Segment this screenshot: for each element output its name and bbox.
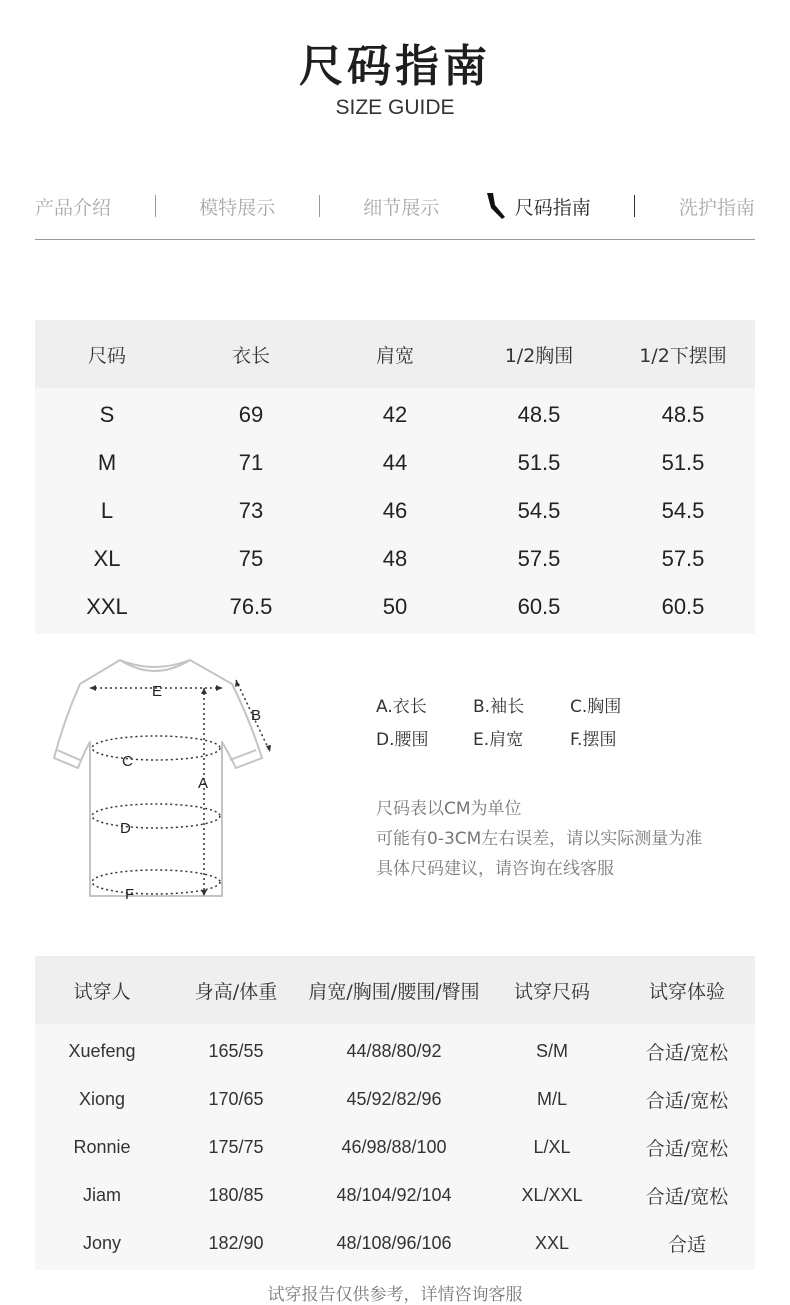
page-title: 尺码指南 xyxy=(299,41,491,92)
table-cell: 57.5 xyxy=(467,535,611,583)
note-line: 尺码表以CM为单位 xyxy=(376,799,522,819)
table-row xyxy=(35,388,755,439)
table-cell: 54.5 xyxy=(611,487,755,535)
trial-disclaimer: 试穿报告仅供参考，详情咨询客服 xyxy=(267,1285,523,1305)
nav-divider xyxy=(155,195,156,217)
nav-item-model-show[interactable] xyxy=(199,193,275,220)
trial-table xyxy=(35,956,755,1270)
legend-item: B.袖长 xyxy=(473,697,525,717)
table-cell: 71 xyxy=(179,439,323,487)
size-col-length: 衣长 xyxy=(179,320,323,388)
table-cell: 50 xyxy=(323,583,467,634)
table-cell: 48/108/96/106 xyxy=(303,1219,485,1270)
page-subtitle: SIZE GUIDE xyxy=(335,96,455,119)
nav-label: 洗护指南 xyxy=(678,196,755,219)
table-cell: 46/98/88/100 xyxy=(303,1123,485,1171)
legend-item: C.胸围 xyxy=(570,697,622,717)
nav-divider xyxy=(319,195,320,217)
table-cell: Xiong xyxy=(35,1075,169,1123)
table-cell: 51.5 xyxy=(467,439,611,487)
note-line: 具体尺码建议，请咨询在线客服 xyxy=(376,859,614,879)
table-cell: 合适/宽松 xyxy=(619,1024,755,1075)
legend-item: F.摆围 xyxy=(570,730,617,750)
label-b: B xyxy=(251,707,262,724)
section-nav xyxy=(35,186,755,226)
nav-item-product-intro[interactable] xyxy=(35,193,111,220)
table-row xyxy=(35,1123,755,1171)
label-a: A xyxy=(198,775,209,792)
trial-col-experience: 试穿体验 xyxy=(619,956,755,1024)
legend-item: D.腰围 xyxy=(376,730,429,750)
table-cell: S/M xyxy=(485,1024,619,1075)
table-cell: 75 xyxy=(179,535,323,583)
table-row xyxy=(35,487,755,535)
legend-item: E.肩宽 xyxy=(473,730,524,750)
trial-col-measurements: 肩宽/胸围/腰围/臀围 xyxy=(303,956,485,1024)
nav-divider xyxy=(634,195,635,217)
table-cell: Xuefeng xyxy=(35,1024,169,1075)
table-cell: 57.5 xyxy=(611,535,755,583)
table-row xyxy=(35,535,755,583)
table-cell: XXL xyxy=(485,1219,619,1270)
table-cell: 46 xyxy=(323,487,467,535)
nav-label: 模特展示 xyxy=(199,196,276,219)
nav-item-size-guide[interactable] xyxy=(483,191,591,221)
nav-divider-line xyxy=(35,239,755,240)
table-cell: 42 xyxy=(323,388,467,439)
trial-table-header xyxy=(35,956,755,1024)
note-line: 可能有0-3CM左右误差，请以实际测量为准 xyxy=(376,829,703,849)
measurement-arrowheads xyxy=(90,680,271,896)
table-cell: XL/XXL xyxy=(485,1171,619,1219)
label-d: D xyxy=(120,820,131,837)
nav-label: 细节展示 xyxy=(363,196,440,219)
table-cell: L/XL xyxy=(485,1123,619,1171)
size-col-size: 尺码 xyxy=(35,320,179,388)
trial-col-size: 试穿尺码 xyxy=(485,956,619,1024)
size-col-chest: 1/2胸围 xyxy=(467,320,611,388)
table-cell: 48.5 xyxy=(611,388,755,439)
table-row xyxy=(35,439,755,487)
table-cell: 44/88/80/92 xyxy=(303,1024,485,1075)
tshirt-measurement-diagram xyxy=(50,650,280,910)
size-col-shoulder: 肩宽 xyxy=(323,320,467,388)
table-row xyxy=(35,1024,755,1075)
size-table xyxy=(35,320,755,634)
table-cell: 182/90 xyxy=(169,1219,303,1270)
table-cell: 48 xyxy=(323,535,467,583)
table-row xyxy=(35,1075,755,1123)
nav-item-care-guide[interactable] xyxy=(679,193,755,220)
table-cell: XL xyxy=(35,535,179,583)
nav-item-detail-show[interactable] xyxy=(363,193,439,220)
table-cell: 45/92/82/96 xyxy=(303,1075,485,1123)
trial-col-height-weight: 身高/体重 xyxy=(169,956,303,1024)
table-cell: 51.5 xyxy=(611,439,755,487)
table-cell: 76.5 xyxy=(179,583,323,634)
legend-item: A.衣长 xyxy=(376,697,427,717)
label-e: E xyxy=(152,683,163,700)
size-table-header xyxy=(35,320,755,388)
table-cell: 合适/宽松 xyxy=(619,1123,755,1171)
table-cell: 60.5 xyxy=(467,583,611,634)
table-cell: 170/65 xyxy=(169,1075,303,1123)
size-col-hem: 1/2下摆围 xyxy=(611,320,755,388)
table-cell: Jony xyxy=(35,1219,169,1270)
label-c: C xyxy=(122,753,133,770)
table-cell: XXL xyxy=(35,583,179,634)
table-cell: 60.5 xyxy=(611,583,755,634)
table-cell: Ronnie xyxy=(35,1123,169,1171)
measurement-guides xyxy=(90,680,270,896)
table-cell: 180/85 xyxy=(169,1171,303,1219)
table-cell: Jiam xyxy=(35,1171,169,1219)
label-f: F xyxy=(125,886,135,903)
table-cell: 48.5 xyxy=(467,388,611,439)
table-cell: 69 xyxy=(179,388,323,439)
table-row xyxy=(35,1219,755,1270)
size-notes xyxy=(376,794,776,884)
table-cell: 44 xyxy=(323,439,467,487)
table-cell: 合适/宽松 xyxy=(619,1075,755,1123)
table-cell: 合适/宽松 xyxy=(619,1171,755,1219)
nav-label: 产品介绍 xyxy=(35,196,112,219)
table-row xyxy=(35,583,755,634)
table-cell: M/L xyxy=(485,1075,619,1123)
table-cell: L xyxy=(35,487,179,535)
table-cell: 175/75 xyxy=(169,1123,303,1171)
table-cell: 48/104/92/104 xyxy=(303,1171,485,1219)
trial-col-person: 试穿人 xyxy=(35,956,169,1024)
table-cell: M xyxy=(35,439,179,487)
table-row xyxy=(35,1171,755,1219)
nav-label: 尺码指南 xyxy=(514,196,591,219)
table-cell: S xyxy=(35,388,179,439)
table-cell: 73 xyxy=(179,487,323,535)
measurement-legend xyxy=(376,692,676,750)
table-cell: 54.5 xyxy=(467,487,611,535)
table-cell: 合适 xyxy=(619,1219,755,1270)
table-cell: 165/55 xyxy=(169,1024,303,1075)
brand-mark-icon xyxy=(483,191,509,221)
